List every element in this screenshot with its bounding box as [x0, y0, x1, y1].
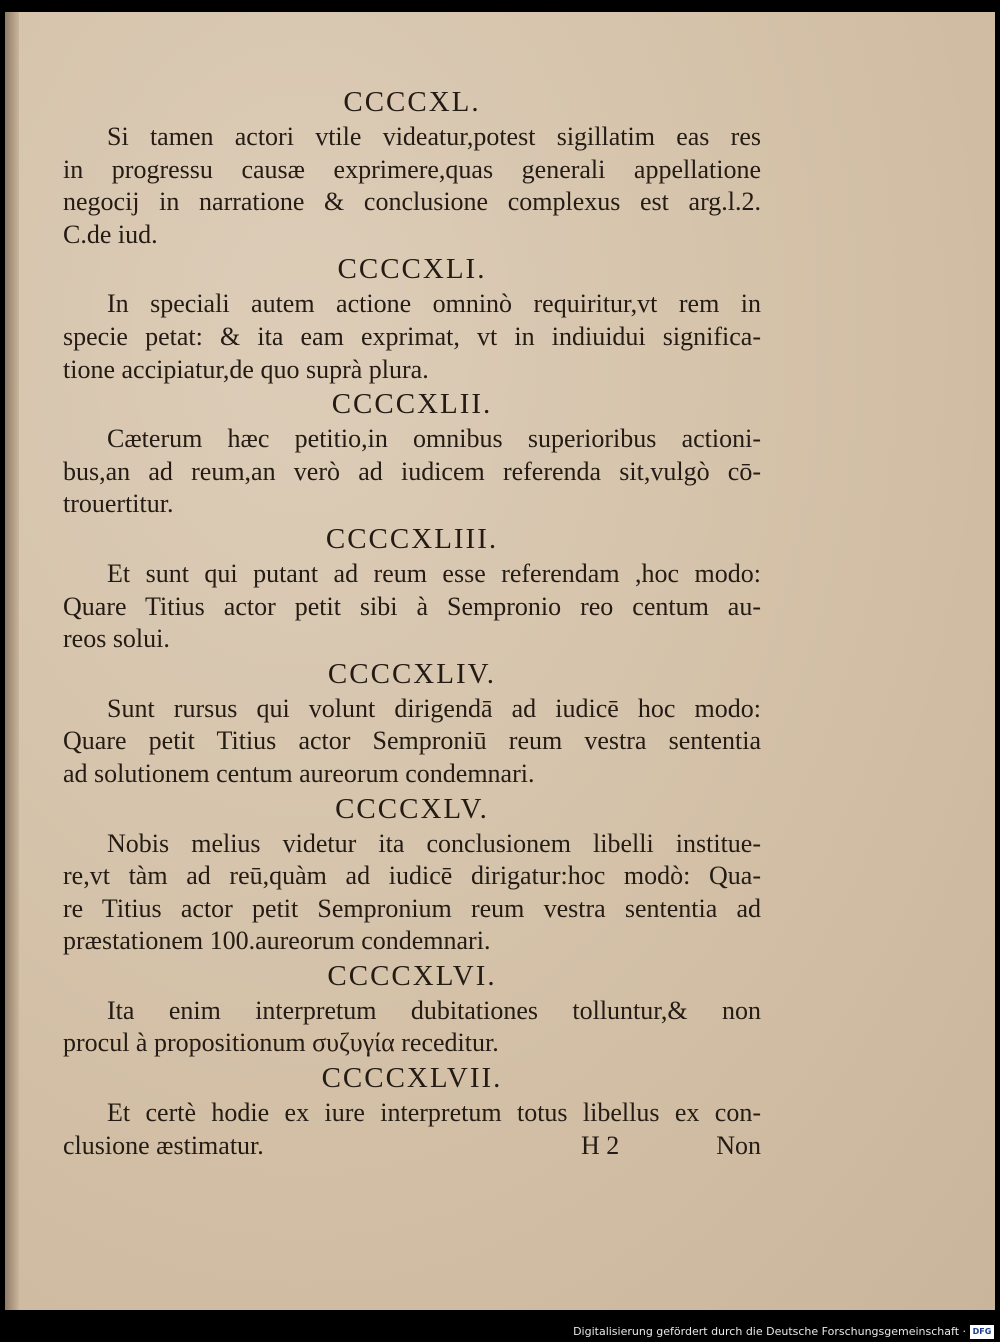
text-line: Quare petit Titius actor Semproniū reum vestra sententia [63, 726, 761, 756]
paragraph [63, 558, 761, 656]
text-line: reos solui. [63, 624, 170, 654]
paragraph [63, 995, 761, 1060]
paragraph [63, 693, 761, 791]
text-line: ad solutionem centum aureorum condemnari. [63, 758, 535, 788]
dfg-logo-icon: DFG [970, 1325, 994, 1339]
text-line: In speciali autem actione omninò requiritur,vt rem in [107, 289, 761, 319]
section-heading: CCCCXLI. [337, 253, 487, 286]
text-line: procul à propositionum συζυγία receditur. [63, 1028, 499, 1058]
section-heading: CCCCXLIII. [325, 522, 499, 555]
text-line-content: clusione æstimatur. [63, 1130, 264, 1160]
text-line: specie petat: & ita eam exprimat, vt in indiuidui significa- [63, 321, 761, 351]
signature-mark: H 2 [581, 1130, 620, 1160]
section-heading: CCCCXLVI. [327, 959, 497, 992]
page-text [63, 84, 761, 1162]
text-line: Si tamen actori vtile videatur,potest sigillatim eas res [107, 122, 761, 151]
text-line: Et certè hodie ex iure interpretum totus libellus ex con- [107, 1098, 761, 1128]
book-page [5, 12, 995, 1310]
footer-bar [0, 1310, 1000, 1342]
text-line: Quare Titius actor petit sibi à Sempronio reo centum au- [63, 591, 761, 621]
text-line: præstationem 100.aureorum condemnari. [63, 926, 491, 956]
section-heading: CCCCXLV. [335, 792, 489, 825]
text-line: Et sunt qui putant ad reum esse referendam ,hoc modo: [107, 558, 761, 588]
section-heading: CCCCXLII. [331, 388, 493, 421]
text-line: bus,an ad reum,an verò ad iudicem referenda sit,vulgò cō- [63, 456, 761, 486]
paragraph [63, 423, 761, 521]
section-heading: CCCCXLVII. [321, 1062, 503, 1095]
paragraph [63, 828, 761, 958]
text-line: in progressu causæ exprimere,quas generali appellatione [63, 154, 761, 184]
paragraph [63, 288, 761, 386]
digitization-credit: Digitalisierung gefördert durch die Deutsche Forschungsgemeinschaft · [573, 1325, 966, 1338]
text-line: C.de iud. [63, 219, 158, 249]
paragraph [63, 121, 761, 251]
catchword: Non [716, 1130, 761, 1160]
text-line [63, 1130, 761, 1163]
section-heading: CCCCXLIV. [327, 657, 497, 690]
text-line: Cæterum hæc petitio,in omnibus superioribus actioni- [107, 424, 761, 454]
section-heading: CCCCXL. [343, 86, 481, 118]
text-line: Ita enim interpretum dubitationes tolluntur,& non [107, 995, 761, 1025]
page-spine-shadow [5, 12, 19, 1310]
text-line: trouertitur. [63, 489, 174, 519]
text-line: re,vt tàm ad reū,quàm ad iudicē dirigatur:hoc modò: Qua- [63, 861, 761, 891]
text-line: tione accipiatur,de quo suprà plura. [63, 354, 429, 384]
text-line: Nobis melius videtur ita conclusionem libelli institue- [107, 828, 761, 858]
text-line: negocij in narratione & conclusione complexus est arg.l.2. [63, 187, 761, 217]
paragraph [63, 1097, 761, 1162]
text-line: re Titius actor petit Sempronium reum vestra sententia ad [63, 893, 761, 923]
text-line: Sunt rursus qui volunt dirigendā ad iudicē hoc modo: [107, 693, 761, 723]
